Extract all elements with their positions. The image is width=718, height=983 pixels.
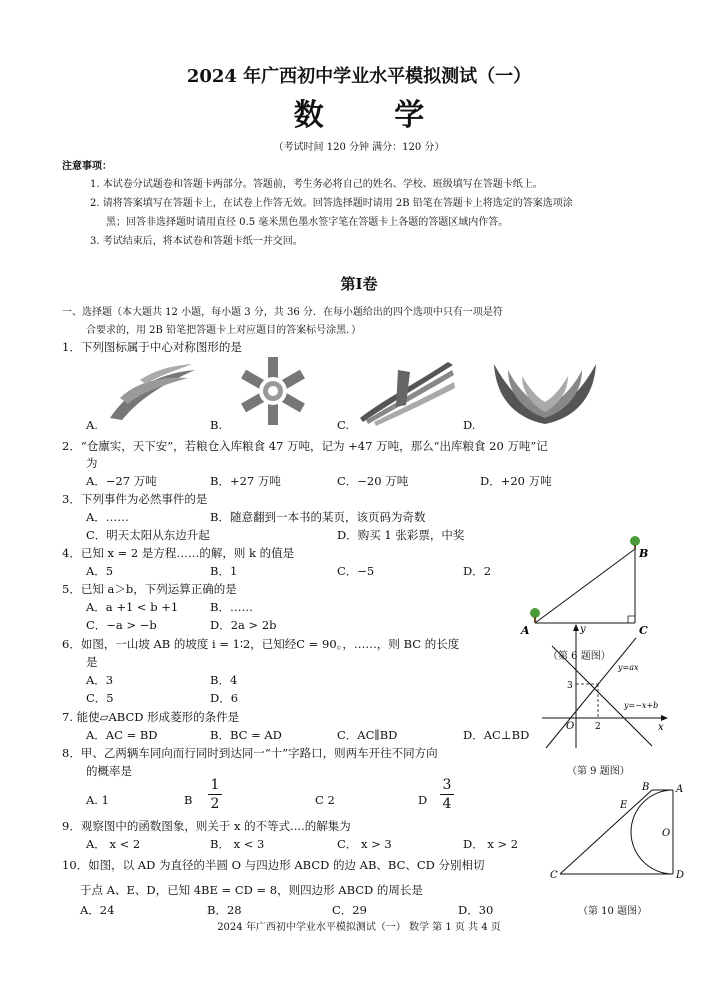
note-item: 黑；回答非选择题时请用直径 0.5 毫米黑色墨水签字笔在答题卡上各题的答题区域内作答。 xyxy=(106,217,509,228)
figure-10-semicircle-diagram xyxy=(540,778,685,892)
fig9-x-axis-label: x xyxy=(658,722,664,733)
q7-option-c: C．AC∥BD xyxy=(337,728,398,742)
q2-option-a: A．−27 万吨 xyxy=(86,474,157,488)
fig6-label-b: B xyxy=(639,547,649,560)
ribbon-logo-image xyxy=(358,360,458,432)
q6-option-b: B．4 xyxy=(210,673,238,687)
q2-option-b: B．+27 万吨 xyxy=(210,474,281,488)
q3-option-b: B．随意翻到一本书的某页，该页码为奇数 xyxy=(210,510,426,524)
figure-6-caption: （第 6 题图） xyxy=(548,651,611,662)
q5-option-b: B．…… xyxy=(210,600,253,614)
q9-option-a: A． x < 2 xyxy=(86,837,141,851)
q7-option-b: B．BC = AD xyxy=(210,728,282,742)
q1-stem: 1．下列图标属于中心对称图形的是 xyxy=(62,340,242,354)
fig9-origin-label: O xyxy=(566,721,575,732)
q10-option-a: A．24 xyxy=(80,903,115,917)
figure-9-caption: （第 9 题图） xyxy=(567,766,630,777)
q1-option-d: D. xyxy=(463,418,476,432)
q4-option-a: A．5 xyxy=(86,564,114,578)
fig10-label-c: C xyxy=(550,870,558,881)
q6-option-a: A．3 xyxy=(86,673,114,687)
q1-option-c: C. xyxy=(337,418,350,432)
fig9-y-axis-label: y xyxy=(580,624,586,635)
fraction-numerator: 1 xyxy=(210,777,220,793)
fraction-denominator: 2 xyxy=(210,796,220,812)
fig9-x-tick-2: 2 xyxy=(595,722,601,732)
fig10-label-a: A xyxy=(676,784,684,795)
q8-option-b: B xyxy=(184,793,193,807)
fig10-label-o: O xyxy=(662,828,671,839)
q3-stem: 3．下列事件为必然事件的是 xyxy=(62,492,208,506)
q2-option-d: D．+20 万吨 xyxy=(480,474,552,488)
fig10-label-b: B xyxy=(642,782,650,793)
q3-option-c: C．明天太阳从东边升起 xyxy=(86,528,210,542)
q9-option-d: D． x > 2 xyxy=(463,837,519,851)
q8-option-c: C 2 xyxy=(315,793,335,807)
section-instructions-2: 合要求的，用 2B 铅笔把答题卡上对应题目的答案标号涂黑．） xyxy=(86,325,362,336)
part-title: 第Ⅰ卷 xyxy=(340,275,378,293)
q9-option-b: B． x < 3 xyxy=(210,837,265,851)
figure-10-caption: （第 10 题图） xyxy=(578,906,648,917)
q10-stem-2: 于点 A、E、D，已知 4BE = CD = 8，则四边形 ABCD 的周长是 xyxy=(80,883,423,897)
q7-option-a: A．AC = BD xyxy=(86,728,158,742)
exam-title: 2024 年广西初中学业水平模拟测试（一） xyxy=(186,66,532,87)
q4-option-d: D．2 xyxy=(463,564,492,578)
lotus-logo-image xyxy=(490,358,600,432)
note-item: 3. 考试结束后，将本试卷和答题卡纸一并交回。 xyxy=(90,236,303,247)
q6-stem-2: 是 xyxy=(86,655,98,669)
q7-stem: 7. 能使▱ABCD 形成菱形的条件是 xyxy=(62,710,240,724)
q10-option-c: C．29 xyxy=(332,903,367,917)
q4-option-c: C．−5 xyxy=(337,564,375,578)
q2-stem: 2．“仓廪实，天下安”，若粮仓入库粮食 47 万吨，记为 +47 万吨，那么“出库粮食 20 万吨”记 xyxy=(62,439,548,453)
q2-stem-2: 为 xyxy=(86,456,98,470)
q10-stem: 10．如图，以 AD 为直径的半圆 O 与四边形 ABCD 的边 AB、BC、CD 分别相切 xyxy=(62,858,485,872)
swoosh-logo-image xyxy=(100,358,200,432)
fig9-line-label-b: y=−x+b xyxy=(624,701,659,710)
notes-heading: 注意事项： xyxy=(62,161,112,172)
subject-title: 数 学 xyxy=(293,98,455,133)
q9-option-c: C． x > 3 xyxy=(337,837,392,851)
q2-option-c: C．−20 万吨 xyxy=(337,474,409,488)
page-footer: 2024 年广西初中学业水平模拟测试（一） 数学 第 1 页 共 4 页 xyxy=(217,922,501,933)
q3-option-d: D．购买 1 张彩票，中奖 xyxy=(337,528,465,542)
exam-time-info: （考试时间 120 分钟 满分：120 分） xyxy=(273,142,445,153)
q7-option-d: D．AC⊥BD xyxy=(463,728,530,742)
fraction-bar xyxy=(440,794,454,795)
q1-option-b: B. xyxy=(210,418,223,432)
figure-9-function-graph xyxy=(540,618,670,762)
q6-stem: 6．如图，一山坡 AB 的坡度 i = 1∶2，已知经C = 90。，……，则 BC 的长度 xyxy=(62,637,460,651)
fraction-denominator: 4 xyxy=(442,796,452,812)
fraction-bar xyxy=(208,794,222,795)
note-item: 1. 本试卷分试题卷和答题卡两部分。答题前，考生务必将自己的姓名、学校、班级填写在答题卡纸上。 xyxy=(90,179,543,190)
fig9-y-tick-3: 3 xyxy=(567,681,573,691)
fig9-line-label-ax: y=ax xyxy=(618,663,639,672)
q8-stem-2: 的概率是 xyxy=(86,764,132,778)
q6-option-d: D．6 xyxy=(210,691,239,705)
q6-option-c: C．5 xyxy=(86,691,114,705)
fig6-label-a: A xyxy=(521,624,530,637)
fraction-numerator: 3 xyxy=(442,777,452,793)
snowflake-logo-image xyxy=(232,355,314,431)
q3-option-a: A．…… xyxy=(86,510,129,524)
q8-option-d-fraction xyxy=(440,777,454,812)
q8-stem: 8．甲、乙两辆车同向而行同时到达同一“十”字路口，则两车开往不同方向 xyxy=(62,746,438,760)
fig10-label-e: E xyxy=(620,800,628,811)
q5-option-a: A．a +1 < b +1 xyxy=(86,600,179,614)
q9-stem: 9．观察图中的函数图象，则关于 x 的不等式....的解集为 xyxy=(62,819,351,833)
q1-option-a: A. xyxy=(86,418,98,432)
note-item: 2. 请将答案填写在答题卡上，在试卷上作答无效。回答选择题时请用 2B 铅笔在答题卡上将选定的答案选项涂 xyxy=(90,198,573,209)
section-instructions: 一、选择题（本大题共 12 小题，每小题 3 分，共 36 分．在每小题给出的四个选项中只有一项是符 xyxy=(62,307,503,318)
q5-stem: 5．已知 a＞b，下列运算正确的是 xyxy=(62,582,237,596)
q8-option-a: A. 1 xyxy=(86,793,109,807)
q10-option-b: B．28 xyxy=(207,903,242,917)
q10-option-d: D．30 xyxy=(458,903,494,917)
fig10-label-d: D xyxy=(676,870,685,881)
q8-option-d: D xyxy=(418,793,428,807)
q5-option-c: C．−a > −b xyxy=(86,618,157,632)
q8-option-b-fraction xyxy=(208,777,222,812)
fig6-label-c: C xyxy=(639,624,648,637)
q4-option-b: B．1 xyxy=(210,564,238,578)
q4-stem: 4．已知 x = 2 是方程……的解，则 k 的值是 xyxy=(62,546,295,560)
q5-option-d: D．2a > 2b xyxy=(210,618,277,632)
